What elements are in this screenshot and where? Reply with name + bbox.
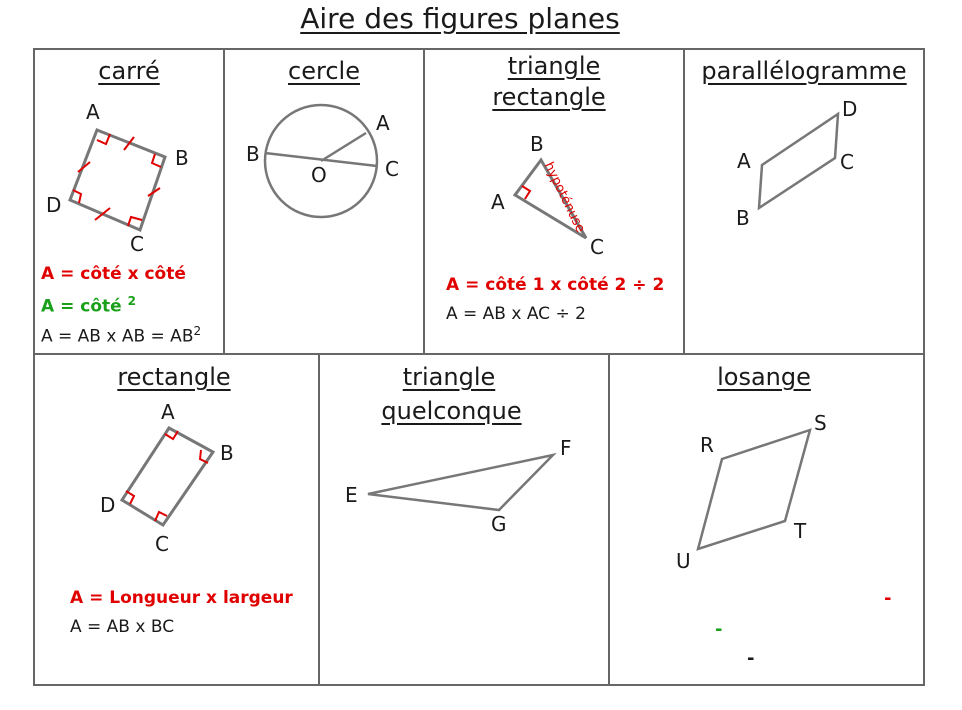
rectangle-label-d: D	[100, 493, 116, 517]
rhombus-title: losange	[717, 363, 811, 391]
parallelogram-label-a: A	[737, 149, 751, 173]
parallelogram-label-c: C	[840, 150, 854, 174]
right-triangle-label-a: A	[491, 190, 505, 214]
right-triangle-title-line1: triangle	[507, 52, 601, 80]
square-label-d: D	[46, 193, 62, 217]
rectangle-title: rectangle	[117, 363, 231, 391]
right-triangle-title-line2: rectangle	[492, 83, 606, 111]
scalene-triangle-label-g: G	[491, 512, 507, 536]
rhombus-dash-red: -	[884, 588, 892, 609]
parallelogram-title: parallélogramme	[701, 57, 907, 85]
square-label-b: B	[175, 146, 189, 170]
square-formula-1: A = côté x côté	[41, 264, 186, 284]
rhombus-dash-black: -	[747, 648, 755, 669]
rhombus-label-r: R	[700, 433, 714, 457]
scalene-triangle-figure	[368, 455, 553, 510]
rhombus-label-s: S	[814, 411, 827, 435]
square-label-c: C	[130, 232, 144, 256]
square-figure	[70, 130, 165, 230]
square-title: carré	[98, 57, 160, 85]
rectangle-label-c: C	[155, 532, 169, 556]
rectangle-formula-1: A = Longueur x largeur	[70, 588, 293, 608]
right-triangle-angle-mark	[522, 186, 530, 199]
page-title: Aire des figures planes	[300, 2, 620, 35]
right-triangle-label-c: C	[590, 235, 604, 259]
circle-label-a: A	[376, 111, 390, 135]
circle-figure	[265, 105, 377, 217]
rhombus-dash-green: -	[715, 619, 723, 640]
rhombus-label-t: T	[794, 519, 807, 543]
right-triangle-formula-2: A = AB x AC ÷ 2	[446, 304, 586, 324]
circle-label-o: O	[311, 163, 327, 187]
scalene-triangle-title-line1: triangle	[402, 363, 496, 391]
parallelogram-figure	[759, 114, 838, 208]
scalene-triangle-label-f: F	[560, 436, 572, 460]
square-label-a: A	[86, 100, 100, 124]
rectangle-label-a: A	[161, 400, 175, 424]
circle-label-c: C	[385, 157, 399, 181]
rectangle-figure	[122, 428, 213, 525]
square-formula-3-exponent: 2	[193, 324, 202, 338]
right-triangle-formula-1: A = côté 1 x côté 2 ÷ 2	[446, 275, 665, 295]
rectangle-label-b: B	[220, 441, 234, 465]
parallelogram-label-d: D	[842, 97, 858, 121]
circle-label-b: B	[246, 142, 260, 166]
hypotenuse-label: hypoténuse	[540, 159, 588, 236]
scalene-triangle-label-e: E	[345, 483, 358, 507]
square-formula-2-exponent: 2	[127, 294, 136, 308]
rectangle-formula-2: A = AB x BC	[70, 617, 175, 637]
rhombus-label-u: U	[676, 549, 691, 573]
square-formula-2: A = côté $^2$	[41, 294, 136, 317]
square-right-angles	[73, 134, 161, 226]
square-formula-3: A = AB x AB = $AB^2$	[41, 324, 202, 347]
scalene-triangle-title-line2: quelconque	[381, 397, 522, 425]
parallelogram-label-b: B	[736, 206, 750, 230]
right-triangle-label-b: B	[530, 132, 544, 156]
circle-title: cercle	[288, 57, 360, 85]
